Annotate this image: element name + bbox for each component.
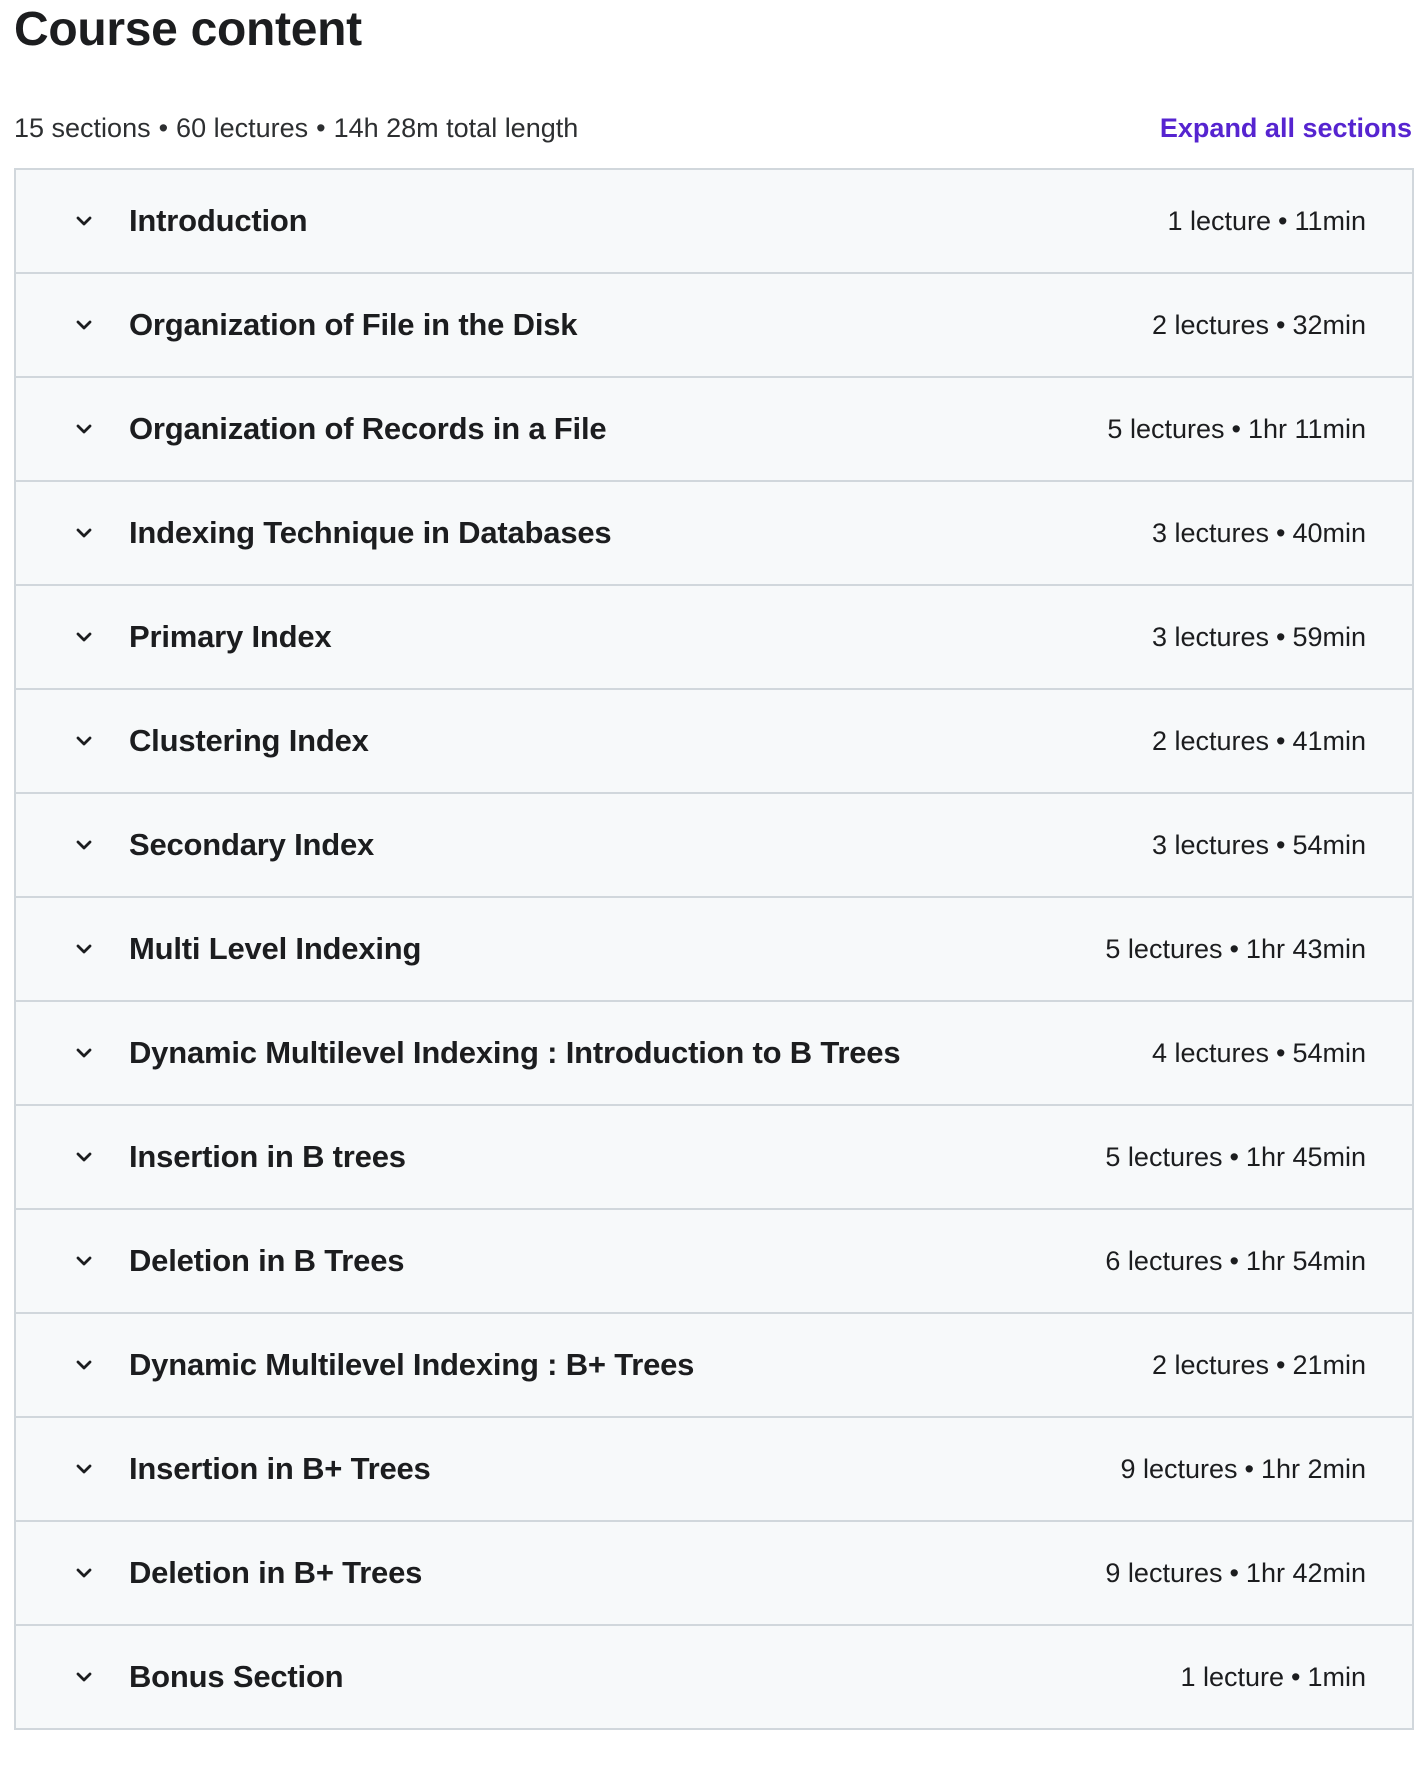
meta-separator: • bbox=[1229, 1557, 1239, 1588]
section-duration: 11min bbox=[1294, 205, 1366, 236]
section-title: Indexing Technique in Databases bbox=[129, 515, 612, 550]
section-lecture-count: 5 lectures bbox=[1105, 933, 1223, 964]
lecture-count: 60 lectures bbox=[176, 112, 309, 143]
section-duration: 32min bbox=[1292, 309, 1366, 340]
meta-separator: • bbox=[1229, 933, 1239, 964]
chevron-down-icon bbox=[72, 313, 96, 337]
section-title: Deletion in B Trees bbox=[129, 1243, 405, 1278]
course-summary bbox=[14, 113, 578, 144]
section-title: Introduction bbox=[129, 203, 308, 238]
summary-separator: • bbox=[158, 112, 169, 143]
meta-separator: • bbox=[1276, 725, 1286, 756]
accordion-section-header[interactable] bbox=[16, 1314, 1412, 1418]
section-lecture-count: 6 lectures bbox=[1105, 1245, 1223, 1276]
section-meta bbox=[1120, 1454, 1366, 1485]
section-duration: 1min bbox=[1307, 1661, 1366, 1692]
section-duration: 1hr 2min bbox=[1260, 1453, 1366, 1484]
section-title: Dynamic Multilevel Indexing : Introduction to B Trees bbox=[129, 1035, 901, 1070]
section-meta bbox=[1105, 1558, 1366, 1589]
section-meta bbox=[1105, 934, 1366, 965]
chevron-down-icon bbox=[72, 1561, 96, 1585]
section-meta bbox=[1152, 518, 1366, 549]
meta-separator: • bbox=[1276, 309, 1286, 340]
section-title: Primary Index bbox=[129, 619, 332, 654]
chevron-down-icon bbox=[72, 209, 96, 233]
course-summary-row bbox=[14, 108, 1412, 148]
section-duration: 54min bbox=[1292, 829, 1366, 860]
sections-accordion bbox=[14, 168, 1414, 1730]
total-length: 14h 28m total length bbox=[333, 112, 579, 143]
chevron-down-icon bbox=[72, 521, 96, 545]
meta-separator: • bbox=[1231, 413, 1241, 444]
section-meta bbox=[1152, 830, 1366, 861]
meta-separator: • bbox=[1291, 1661, 1301, 1692]
section-title: Secondary Index bbox=[129, 827, 375, 862]
accordion-section-header[interactable] bbox=[16, 690, 1412, 794]
chevron-down-icon bbox=[72, 417, 96, 441]
section-lecture-count: 5 lectures bbox=[1105, 1141, 1223, 1172]
chevron-down-icon bbox=[72, 1249, 96, 1273]
chevron-down-icon bbox=[72, 1665, 96, 1689]
section-title: Organization of Records in a File bbox=[129, 411, 607, 446]
chevron-down-icon bbox=[72, 729, 96, 753]
chevron-down-icon bbox=[72, 1353, 96, 1377]
section-duration: 54min bbox=[1292, 1037, 1366, 1068]
section-lecture-count: 3 lectures bbox=[1151, 621, 1269, 652]
accordion-section-header[interactable] bbox=[16, 170, 1412, 274]
section-lecture-count: 3 lectures bbox=[1151, 829, 1269, 860]
section-duration: 1hr 43min bbox=[1245, 933, 1366, 964]
section-meta bbox=[1180, 1662, 1366, 1693]
accordion-section-header[interactable] bbox=[16, 1002, 1412, 1106]
section-lecture-count: 1 lecture bbox=[1180, 1661, 1285, 1692]
section-duration: 1hr 54min bbox=[1245, 1245, 1366, 1276]
section-lecture-count: 5 lectures bbox=[1107, 413, 1225, 444]
section-lecture-count: 3 lectures bbox=[1151, 517, 1269, 548]
section-meta bbox=[1105, 1142, 1366, 1173]
section-duration: 1hr 42min bbox=[1245, 1557, 1366, 1588]
meta-separator: • bbox=[1278, 205, 1288, 236]
section-meta bbox=[1152, 1350, 1366, 1381]
accordion-section-header[interactable] bbox=[16, 1106, 1412, 1210]
accordion-section-header[interactable] bbox=[16, 586, 1412, 690]
section-title: Insertion in B trees bbox=[129, 1139, 406, 1174]
accordion-section-header[interactable] bbox=[16, 794, 1412, 898]
section-duration: 1hr 45min bbox=[1245, 1141, 1366, 1172]
meta-separator: • bbox=[1229, 1141, 1239, 1172]
section-title: Dynamic Multilevel Indexing : B+ Trees bbox=[129, 1347, 695, 1382]
section-meta bbox=[1105, 1246, 1366, 1277]
page-title: Course content bbox=[14, 3, 362, 56]
meta-separator: • bbox=[1244, 1453, 1254, 1484]
section-meta bbox=[1167, 206, 1366, 237]
section-title: Organization of File in the Disk bbox=[129, 307, 578, 342]
meta-separator: • bbox=[1276, 1037, 1286, 1068]
section-lecture-count: 1 lecture bbox=[1167, 205, 1271, 236]
section-title: Insertion in B+ Trees bbox=[129, 1451, 431, 1486]
chevron-down-icon bbox=[72, 833, 96, 857]
section-lecture-count: 2 lectures bbox=[1151, 725, 1269, 756]
accordion-section-header[interactable] bbox=[16, 1418, 1412, 1522]
summary-separator: • bbox=[316, 112, 326, 143]
section-duration: 41min bbox=[1292, 725, 1366, 756]
section-meta bbox=[1152, 726, 1366, 757]
section-meta bbox=[1152, 1038, 1366, 1069]
section-duration: 1hr 11min bbox=[1247, 413, 1366, 444]
section-duration: 59min bbox=[1292, 621, 1366, 652]
section-lecture-count: 2 lectures bbox=[1151, 1349, 1269, 1380]
section-count: 15 sections bbox=[14, 112, 151, 143]
section-title: Clustering Index bbox=[129, 723, 369, 758]
accordion-section-header[interactable] bbox=[16, 1210, 1412, 1314]
chevron-down-icon bbox=[72, 937, 96, 961]
accordion-section-header[interactable] bbox=[16, 482, 1412, 586]
accordion-section-header[interactable] bbox=[16, 1522, 1412, 1626]
section-lecture-count: 4 lectures bbox=[1151, 1037, 1269, 1068]
expand-all-sections-button[interactable]: Expand all sections bbox=[1159, 112, 1412, 143]
accordion-section-header[interactable] bbox=[16, 378, 1412, 482]
section-duration: 21min bbox=[1292, 1349, 1366, 1380]
meta-separator: • bbox=[1276, 621, 1286, 652]
section-meta bbox=[1107, 414, 1366, 445]
chevron-down-icon bbox=[72, 1145, 96, 1169]
section-lecture-count: 9 lectures bbox=[1120, 1453, 1238, 1484]
chevron-down-icon bbox=[72, 1041, 96, 1065]
section-meta bbox=[1152, 310, 1366, 341]
section-title: Multi Level Indexing bbox=[129, 931, 422, 966]
section-duration: 40min bbox=[1292, 517, 1366, 548]
section-meta bbox=[1152, 622, 1366, 653]
meta-separator: • bbox=[1276, 829, 1286, 860]
meta-separator: • bbox=[1276, 517, 1286, 548]
section-lecture-count: 9 lectures bbox=[1105, 1557, 1223, 1588]
chevron-down-icon bbox=[72, 1457, 96, 1481]
section-title: Bonus Section bbox=[129, 1659, 344, 1694]
meta-separator: • bbox=[1276, 1349, 1286, 1380]
accordion-section-header[interactable] bbox=[16, 898, 1412, 1002]
accordion-section-header[interactable] bbox=[16, 1626, 1412, 1730]
meta-separator: • bbox=[1229, 1245, 1239, 1276]
accordion-section-header[interactable] bbox=[16, 274, 1412, 378]
chevron-down-icon bbox=[72, 625, 96, 649]
section-lecture-count: 2 lectures bbox=[1151, 309, 1269, 340]
section-title: Deletion in B+ Trees bbox=[129, 1555, 423, 1590]
course-content-panel bbox=[14, 0, 1412, 1694]
